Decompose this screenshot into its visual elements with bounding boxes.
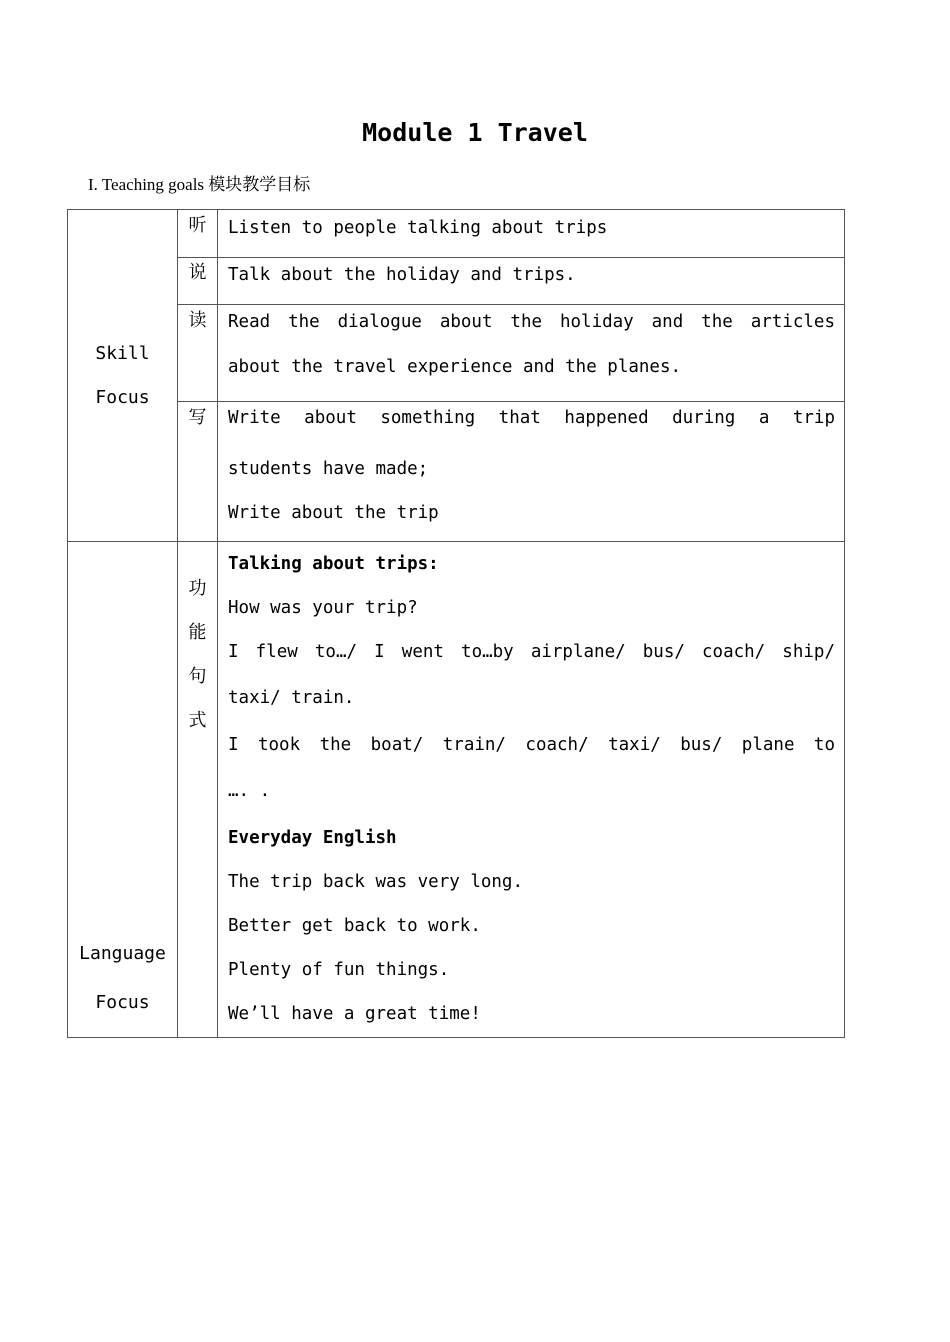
section-subtitle: I. Teaching goals 模块教学目标 (88, 175, 311, 194)
table-row (68, 542, 845, 1038)
skill-desc-line: Talk about the holiday and trips. (228, 265, 576, 285)
skill-desc-line: about the travel experience and the planes. (228, 357, 682, 377)
skill-char: 说 (188, 262, 207, 283)
language-content-cell (218, 542, 845, 1038)
function-sentences-label: 功 能 句 式 (188, 578, 207, 731)
table-row (68, 210, 845, 258)
sentence-line: taxi/ train. (228, 688, 355, 708)
language-focus-label-cell (68, 542, 178, 1038)
page-title: Module 1 Travel (362, 118, 588, 147)
sentence-line: We’ll have a great time! (228, 1004, 481, 1024)
skill-cell-read (178, 305, 218, 402)
table-row (68, 258, 845, 305)
function-sentences-cell (178, 542, 218, 1038)
skill-desc-line: Listen to people talking about trips (228, 218, 608, 238)
language-focus-label: Language Focus (79, 943, 166, 1013)
table-row (68, 402, 845, 542)
skill-desc-line: Write about something that happened during a trip (228, 408, 835, 428)
skill-desc-line: Read the dialogue about the holiday and the articles (228, 312, 835, 332)
sentence-line: Plenty of fun things. (228, 960, 450, 980)
skill-char: 听 (188, 215, 207, 236)
skill-cell-speak (178, 258, 218, 305)
skill-cell-write (178, 402, 218, 542)
section-heading: Everyday English (228, 828, 397, 848)
sentence-line: …. . (228, 781, 271, 801)
sentence-line: How was your trip? (228, 598, 418, 618)
sentence-line: Better get back to work. (228, 916, 481, 936)
teaching-goals-table (67, 209, 845, 1038)
skill-char: 写 (188, 407, 207, 428)
sentence-line: The trip back was very long. (228, 872, 524, 892)
skill-char: 读 (188, 310, 207, 331)
skill-desc-line: students have made; (228, 459, 429, 479)
skill-cell-listen (178, 210, 218, 258)
skill-desc-line: Write about the trip (228, 503, 439, 523)
skill-desc-cell (218, 402, 845, 542)
table-row (68, 305, 845, 402)
sentence-line: I took the boat/ train/ coach/ taxi/ bus/ plane to (228, 735, 835, 755)
skill-focus-label: Skill Focus (95, 342, 150, 408)
section-heading: Talking about trips: (228, 554, 439, 574)
skill-desc-cell (218, 210, 845, 258)
skill-focus-label-cell (68, 210, 178, 542)
skill-desc-cell (218, 305, 845, 402)
skill-desc-cell (218, 258, 845, 305)
sentence-line: I flew to…/ I went to…by airplane/ bus/ coach/ ship/ (228, 642, 835, 662)
